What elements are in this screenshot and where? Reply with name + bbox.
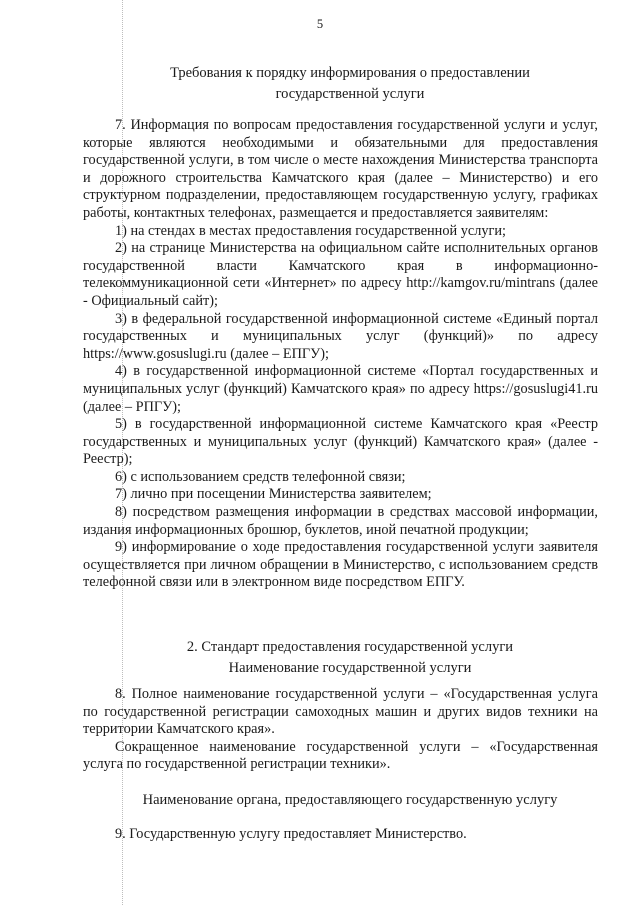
authority-heading: Наименование органа, предоставляющего государственную услугу: [142, 792, 558, 808]
requirements-heading-line-1: Требования к порядку информирования о предоставлении: [170, 65, 530, 81]
service-name-heading: Наименование государственной услуги: [228, 660, 472, 676]
information-section: [83, 117, 598, 592]
list-item-6: 6) с использованием средств телефонной связи;: [115, 468, 406, 485]
list-item-7: 7) лично при посещении Министерства заявителем;: [115, 486, 432, 503]
page-number: 5: [316, 17, 324, 31]
list-item-5: 5) в государственной информационной системе Камчатского края «Реестр государственных и муниципальных услуг (функций) Камчатского края» (далее - Реестр);: [83, 416, 598, 468]
list-item-3: 3) в федеральной государственной информационной системе «Единый портал государственных и муниципальных услуг (функций)» по адресу https://www.gosuslugi.ru (далее – ЕПГУ);: [83, 310, 598, 362]
paragraph-8-short-name: Сокращенное наименование государственной услуги – «Государственная услуга по государственной регистрации техники».: [83, 738, 598, 773]
requirements-heading: [60, 63, 640, 105]
requirements-heading-line-2: государственной услуги: [275, 86, 425, 102]
section-2-heading: 2. Стандарт предоставления государственной услуги: [186, 639, 514, 655]
paragraph-8: 8. Полное наименование государственной услуги – «Государственная услуга по государственной регистрации самоходных машин и других видов техники на территории Камчатского края».: [83, 686, 598, 738]
list-item-1: 1) на стендах в местах предоставления государственной услуги;: [115, 222, 506, 239]
paragraph-9: 9. Государственную услугу предоставляет Министерство.: [115, 826, 467, 842]
list-item-8: 8) посредством размещения информации в средствах массовой информации, издания информационных брошюр, буклетов, иной печатной продукции;: [83, 504, 598, 538]
list-item-4: 4) в государственной информационной системе «Портал государственных и муниципальных услуг (функций) Камчатского края» по адресу https://gosuslugi41.ru (далее – РПГУ);: [83, 363, 598, 415]
service-name-section: [83, 686, 598, 774]
authority-section: [83, 826, 598, 844]
paragraph-7: 7. Информация по вопросам предоставления государственной услуги и услуг, которые являются необходимыми и обязательными для предоставления государственной услуги, в том числе о месте нахождения Министерства транспорта и дорожного строительства Камчатского края (далее – Министерство) и его структурном подразделении, предоставляющем государственную услугу, графиках работы, контактных телефонах, размещается и предоставляется заявителям:: [83, 117, 598, 221]
list-item-2: 2) на странице Министерства на официальном сайте исполнительных органов государственной власти Камчатского края в информационно-телекоммуникационной сети «Интернет» по адресу http://kamgov.ru/mintrans (далее - Официальный сайт);: [83, 240, 598, 309]
list-item-9: 9) информирование о ходе предоставления государственной услуги заявителя осуществляется при личном обращении в Министерство, с использованием средств телефонной связи или в электронном виде посредством ЕПГУ.: [83, 539, 598, 591]
